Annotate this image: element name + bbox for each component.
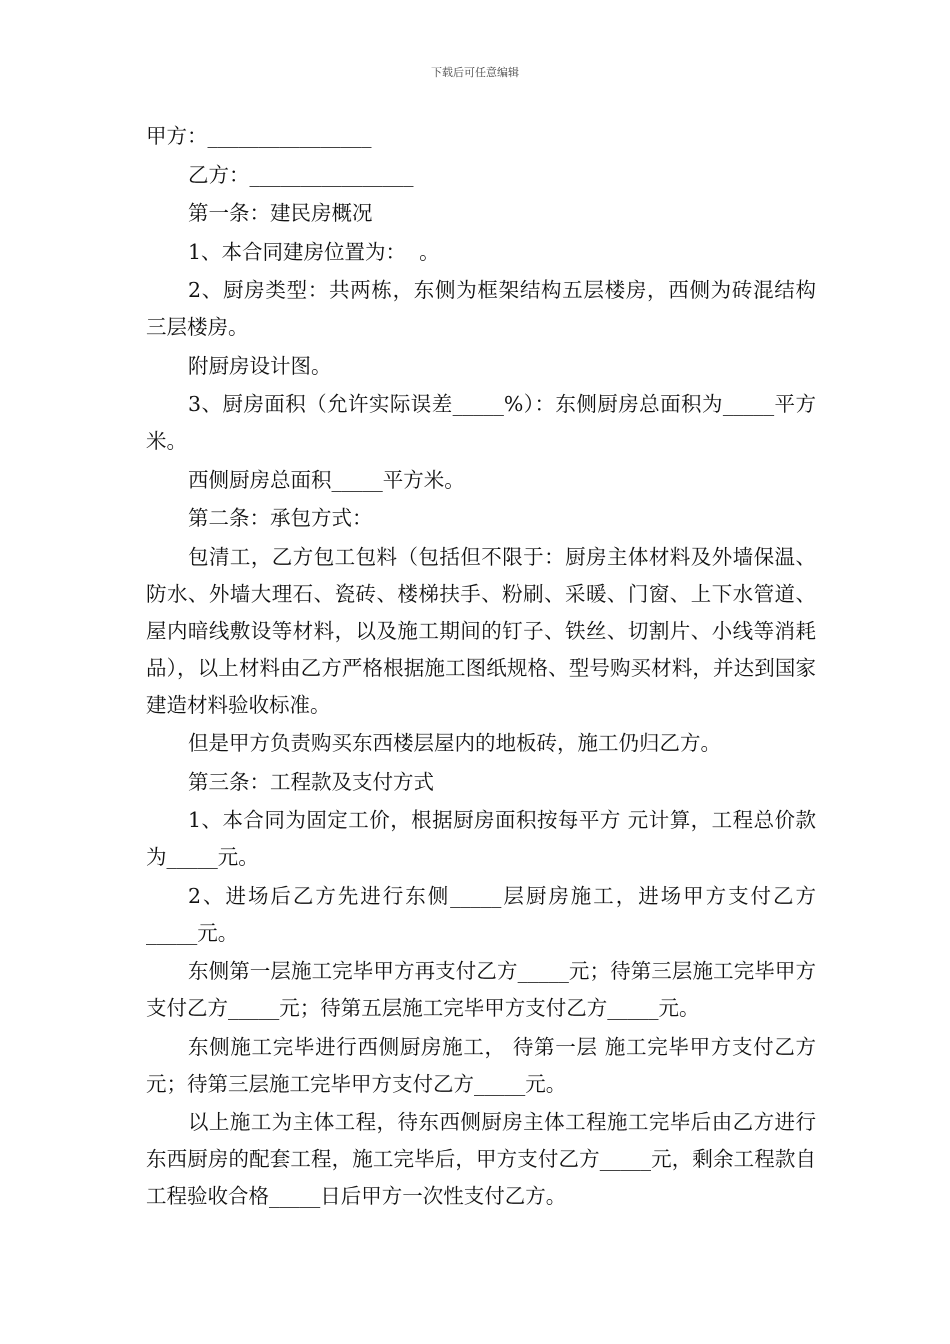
article-3-heading: 第三条：工程款及支付方式 xyxy=(188,769,434,794)
article-1-heading: 第一条：建民房概况 xyxy=(188,201,373,225)
clause-west-area: 西侧厨房总面积_____平方米。 xyxy=(188,467,465,492)
clause-contract-method: 包清工，乙方包工包料（包括但不限于：厨房主体材料及外墙保温、防水、外墙大理石、瓷砖、楼梯扶手、粉刷、采暖、门窗、上下水管道、屋内暗线敷设等材料，以及施工期间的钉子、铁丝、切割片、小线等消耗品），以上材料由乙方严格根据施工图纸规格、型号购买材料，并达到国家建造材料验收标准。 xyxy=(146,544,816,717)
clause-final-payment: 以上施工为主体工程，待东西侧厨房主体工程施工完毕后由乙方进行东西厨房的配套工程，施工完毕后，甲方支付乙方_____元，剩余工程款自工程验收合格_____日后甲方一次性支付乙方。 xyxy=(146,1110,816,1208)
clause-east-entry-payment: 2、进场后乙方先进行东侧_____层厨房施工，进场甲方支付乙方_____元。 xyxy=(146,883,816,945)
clause-west-payments: 东侧施工完毕进行西侧厨房施工， 待第一层 施工完毕甲方支付乙方 元；待第三层施工完毕甲方支付乙方_____元。 xyxy=(146,1034,823,1096)
clause-area: 3、厨房面积（允许实际误差_____%）：东侧厨房总面积为_____平方米。 xyxy=(146,392,816,453)
clause-design-drawing: 附厨房设计图。 xyxy=(188,353,332,378)
clause-location: 1、本合同建房位置为： 。 xyxy=(188,239,440,264)
clause-fixed-price: 1、本合同为固定工价，根据厨房面积按每平方 元计算，工程总价款为_____元。 xyxy=(146,808,816,869)
document-body xyxy=(146,118,823,1217)
page-header: 下载后可任意编辑 xyxy=(431,66,519,79)
clause-east-floor-payments: 东侧第一层施工完毕甲方再支付乙方_____元；待第三层施工完毕甲方支付乙方_____元；待第五层施工完毕甲方支付乙方_____元。 xyxy=(146,959,816,1020)
clause-kitchen-type: 2、厨房类型：共两栋，东侧为框架结构五层楼房，西侧为砖混结构 三层楼房。 xyxy=(146,278,823,339)
party-b-line: 乙方：________________ xyxy=(188,162,414,187)
party-a-line: 甲方：________________ xyxy=(146,124,372,148)
clause-floor-tiles: 但是甲方负责购买东西楼层屋内的地板砖，施工仍归乙方。 xyxy=(188,731,721,755)
article-2-heading: 第二条：承包方式： xyxy=(188,506,373,530)
